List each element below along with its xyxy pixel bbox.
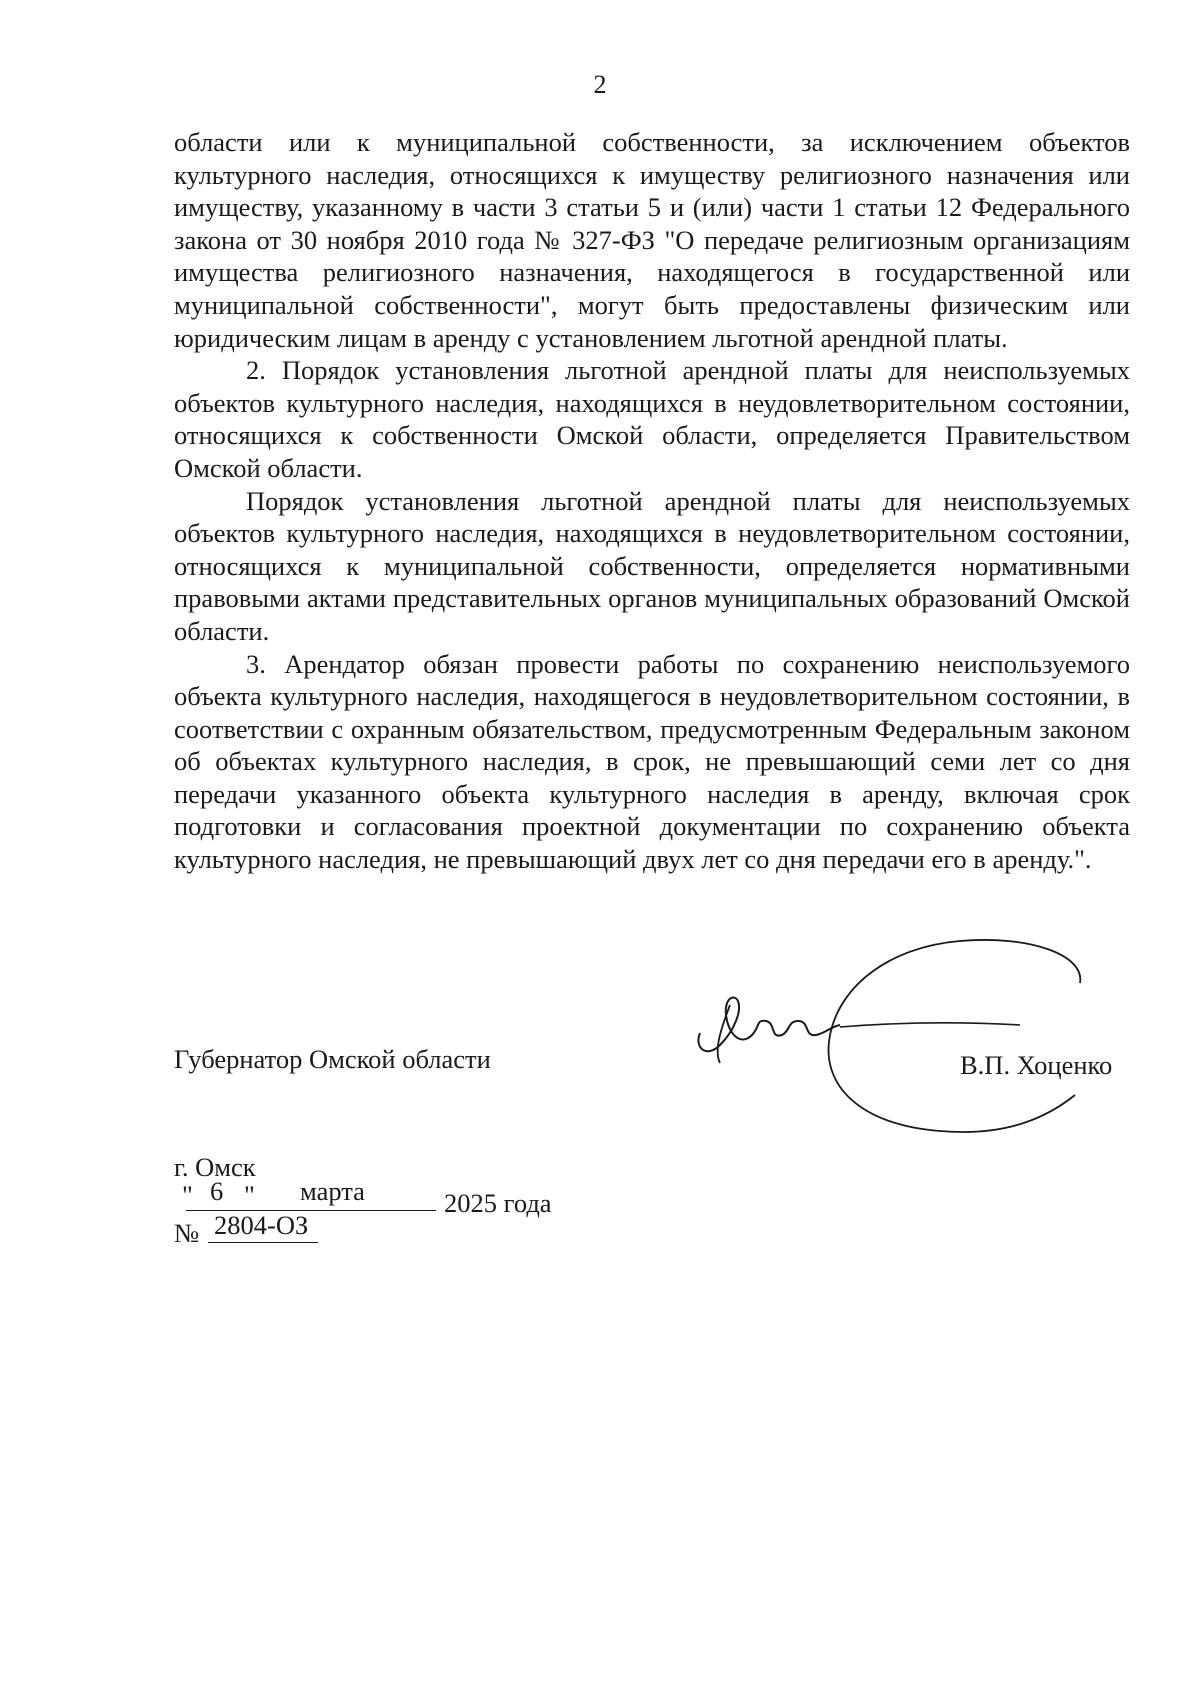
governor-title: Губернатор Омской области bbox=[174, 1044, 491, 1074]
law-number: 2804-ОЗ bbox=[214, 1210, 309, 1240]
paragraph-item-3: 3. Арендатор обязан провести работы по сохранению неиспользуемого объекта культурного наследия, находящегося в неудовлетворительном состоянии, в соответствии с охранным обязательством, предусмотренным Федеральным законом об объектах культурного наследия, в срок, не превышающий семи лет со дня передачи указанного объекта культурного наследия в аренду, включая срок подготовки и согласования проектной документации по сохранению объекта культурного наследия, не превышающий двух лет со дня передачи его в аренду.". bbox=[174, 648, 1130, 875]
date-month: марта bbox=[300, 1176, 365, 1206]
city: г. Омск bbox=[174, 1152, 256, 1182]
law-number-line bbox=[174, 1212, 374, 1256]
law-number-underline bbox=[208, 1242, 318, 1243]
date-quote-close: " bbox=[244, 1180, 255, 1210]
date-quote-open: " bbox=[182, 1180, 193, 1210]
date-year: 2025 года bbox=[444, 1188, 552, 1218]
paragraph-continuation: области или к муниципальной собственности, за исключением объектов культурного наследия, относящихся к имуществу религиозного назначения или имуществу, указанному в части 3 статьи 5 и (или) части 1 статьи 12 Федерального закона от 30 ноября 2010 года № 327-ФЗ "О передаче религиозным организациям имущества религиозного назначения, находящегося в государственной или муниципальной собственности", могут быть предоставлены физическим или юридическим лицам в аренду с установлением льготной арендной платы. bbox=[174, 127, 1130, 353]
paragraph-item-2: 2. Порядок установления льготной арендной платы для неиспользуемых объектов культурного наследия, находящихся в неудовлетворительном состоянии, относящихся к собственности Омской области, определяется Правительством Омской области. bbox=[174, 355, 1130, 483]
handwritten-signature bbox=[690, 935, 1113, 1165]
page-number: 2 bbox=[593, 70, 607, 99]
number-sign: № bbox=[174, 1218, 200, 1248]
governor-name: В.П. Хоценко bbox=[960, 1050, 1113, 1080]
law-text bbox=[174, 126, 1130, 876]
date-day: 6 bbox=[210, 1176, 224, 1206]
paragraph-item-2-part-2: Порядок установления льготной арендной платы для неиспользуемых объектов культурного наследия, находящихся в неудовлетворительном состоянии, относящихся к муниципальной собственности, определяется нормативными правовыми актами представительных органов муниципальных образований Омской области. bbox=[174, 485, 1130, 646]
